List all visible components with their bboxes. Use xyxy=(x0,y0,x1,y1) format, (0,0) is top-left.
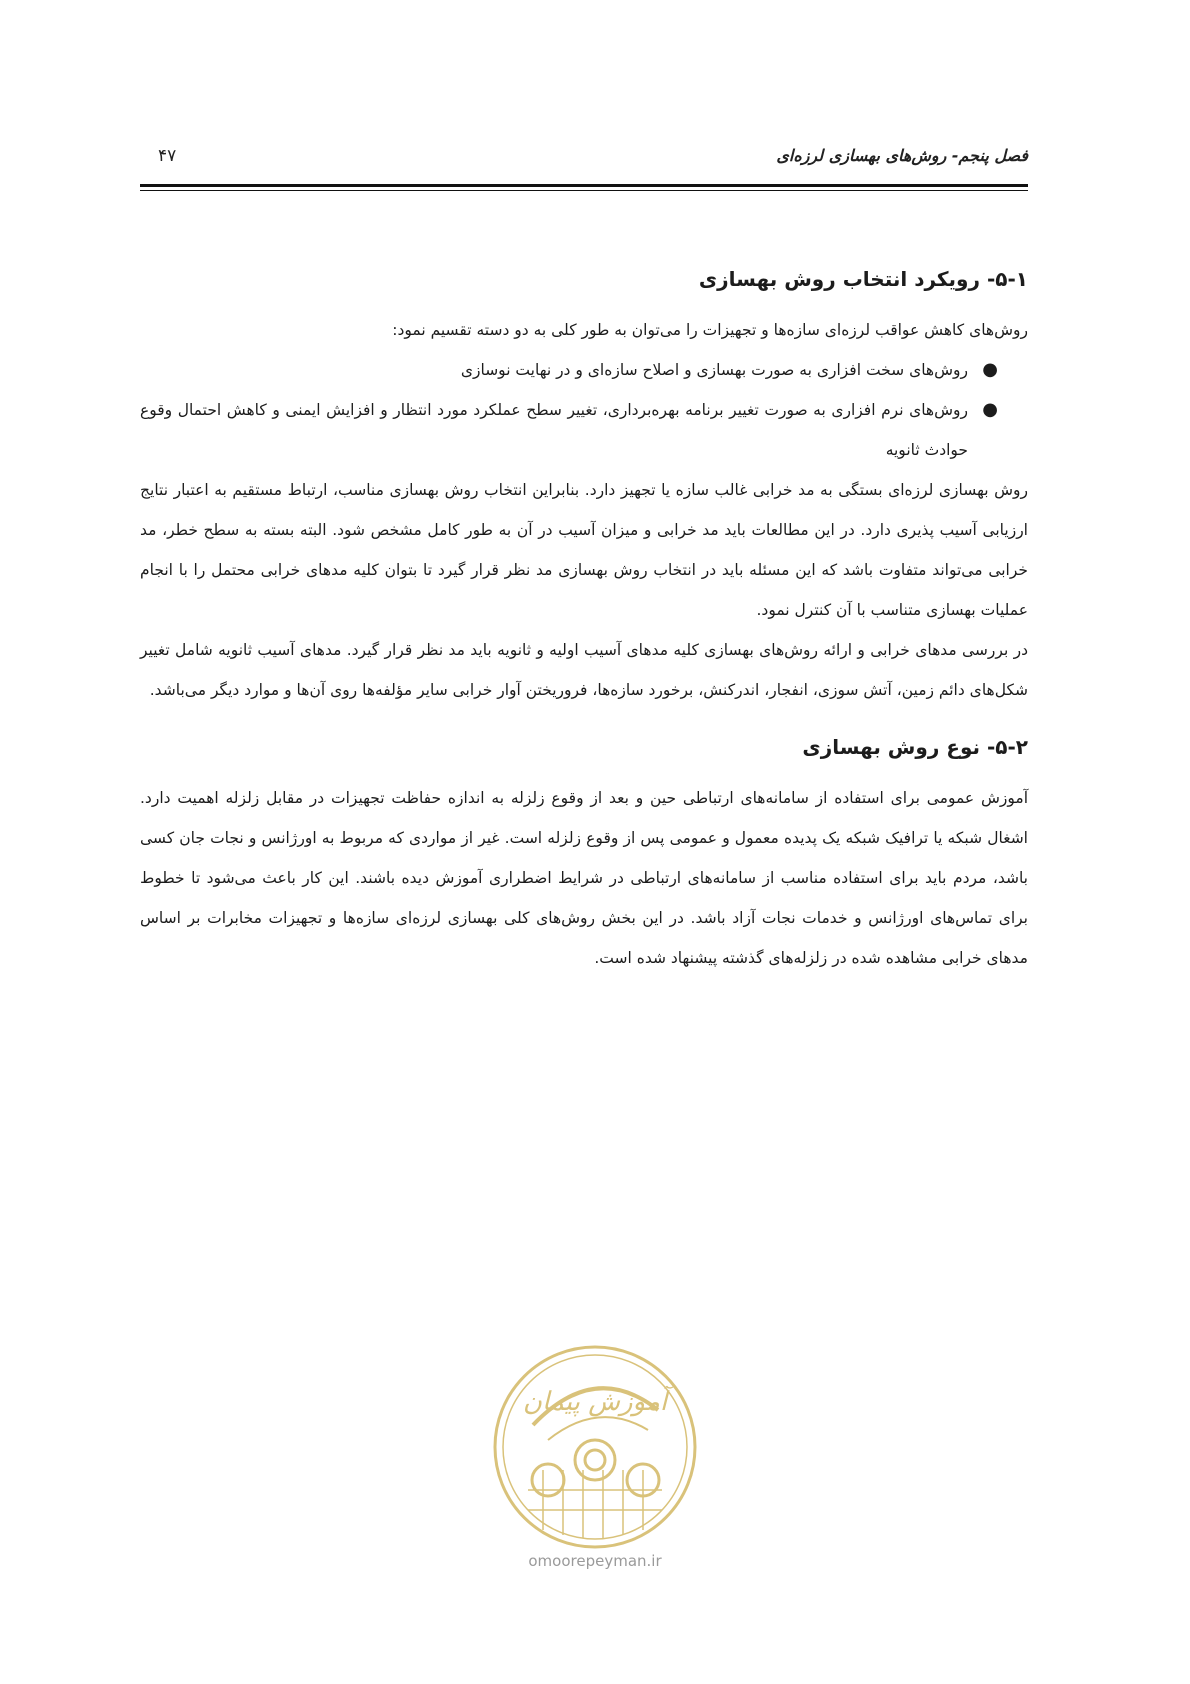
list-item-text: روش‌های سخت افزاری به صورت بهسازی و اصلاح سازه‌ای و در نهایت نوسازی xyxy=(460,361,968,379)
list-item-text: روش‌های نرم افزاری به صورت تغییر برنامه بهره‌برداری، تغییر سطح عملکرد مورد انتظار و افزایش ایمنی و کاهش احتمال وقوع حوادث ثانویه xyxy=(140,401,968,459)
site-url: omoorepeyman.ir xyxy=(528,1552,662,1570)
body-paragraph: آموزش عمومی برای استفاده از سامانه‌های ارتباطی حین و بعد از وقوع زلزله به اندازه حفاظت تجهیزات در مقابل زلزله اهمیت دارد. اشغال شبکه یا ترافیک شبکه یک پدیده معمول و عمومی پس از وقوع زلزله است. غیر از مواردی که مربوط به اورژانس و نجات جان کسی باشد، مردم باید برای استفاده مناسب از سامانه‌های ارتباطی در شرایط اضطراری آموزش دیده باشند. این کار باعث می‌شود تا خطوط برای تماس‌های اورژانس و خدمات نجات آزاد باشد. در این بخش روش‌های کلی بهسازی لرزه‌ای سازه‌ها و تجهیزات مخابرات بر اساس مدهای خرابی مشاهده شده در زلزله‌های گذشته پیشنهاد شده است. xyxy=(140,789,1028,967)
bullet-icon: ● xyxy=(982,399,998,420)
body-paragraph: در بررسی مدهای خرابی و ارائه روش‌های بهسازی کلیه مدهای آسیب اولیه و ثانویه باید مد نظر قرار گیرد. مدهای آسیب ثانویه شامل تغییر شکل‌های دائم زمین، آتش سوزی، انفجار، اندرکنش، برخورد سازه‌ها، فروریختن آوار خرابی سایر مؤلفه‌ها روی آن‌ها و موارد دیگر می‌باشد. xyxy=(140,641,1028,699)
list-item xyxy=(140,350,998,390)
chapter-title: فصل پنجم- روش‌های بهسازی لرزه‌ای xyxy=(776,146,1028,165)
bullet-icon: ● xyxy=(982,359,998,380)
gear-icon xyxy=(532,1464,564,1496)
publisher-logo xyxy=(488,1340,702,1554)
header-rule-thin xyxy=(140,190,1028,191)
logo-inner-ring xyxy=(503,1355,687,1539)
section-heading-5-2: ۵-۲- نوع روش بهسازی xyxy=(802,735,1028,759)
page-number: ۴۷ xyxy=(158,146,177,166)
running-header xyxy=(140,140,1028,180)
section-heading-5-1: ۵-۱- رویکرد انتخاب روش بهسازی xyxy=(698,267,1028,291)
section-intro: روش‌های کاهش عواقب لرزه‌ای سازه‌ها و تجهیزات را می‌توان به طور کلی به دو دسته تقسیم نمود: xyxy=(392,321,1028,339)
list-item xyxy=(140,390,998,470)
body-paragraph: روش بهسازی لرزه‌ای بستگی به مد خرابی غالب سازه یا تجهیز دارد. بنابراین انتخاب روش بهسازی مناسب، ارتباط مستقیم به اعتبار نتایج ارزیابی آسیب پذیری دارد. در این مطالعات باید مد خرابی و میزان آسیب در آن به طور کامل مشخص شود. البته بسته به سطح خطر، مد خرابی می‌تواند متفاوت باشد که این مسئله باید در انتخاب روش بهسازی مد نظر قرار گیرد تا بتوان کلیه مدهای خرابی محتمل را با انجام عملیات بهسازی متناسب با آن کنترل نمود. xyxy=(140,481,1028,619)
header-rule xyxy=(140,184,1028,187)
bullet-list xyxy=(140,350,1028,470)
page-body xyxy=(140,262,1028,978)
gear-icon xyxy=(575,1440,615,1480)
logo-outer-ring xyxy=(495,1347,695,1547)
logo-text: آموزش پیمان xyxy=(522,1387,668,1417)
